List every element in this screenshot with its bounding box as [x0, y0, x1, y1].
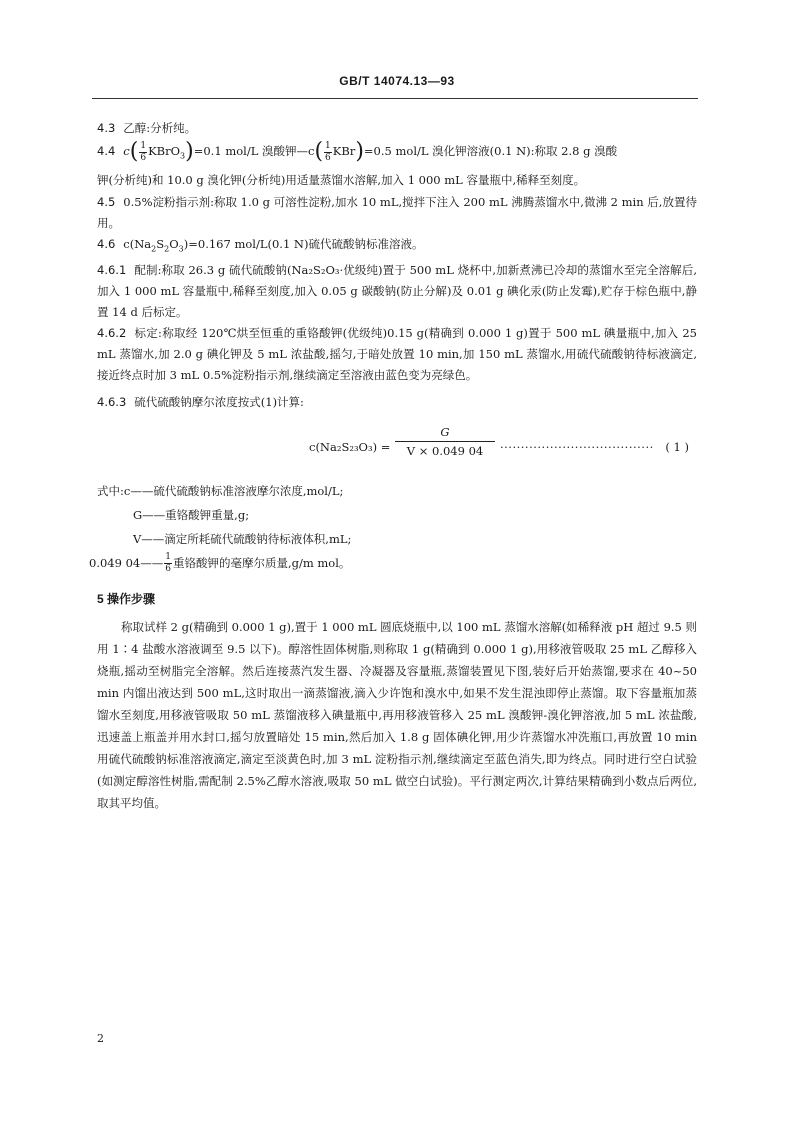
fraction-numerator: 1	[165, 552, 171, 563]
clause-number: 4.6.2	[97, 325, 127, 340]
equation-number: ( 1 )	[665, 439, 689, 454]
definition-constant	[89, 551, 697, 576]
clause-4-5	[97, 192, 697, 234]
formula-lhs: c(Na₂S₂₃O₃) =	[309, 439, 391, 454]
subscript: 3	[178, 244, 184, 254]
formula-o: O	[169, 237, 179, 252]
clause-number: 4.4	[97, 144, 116, 158]
clause-number: 4.3	[97, 121, 116, 135]
clause-text: 标定:称取经 120℃烘至恒重的重铬酸钾(优级纯)0.15 g(精确到 0.000 1 g)置于 500 mL 碘量瓶中,加入 25 mL 蒸馏水,加 2.0 g 碘化钾及 5 mL 浓盐酸,摇匀,于暗处放置 10 min,加 150 mL 蒸馏水,用硫代硫酸钠待标液滴定,接近终点时加 3 mL 0.5%淀粉指示剂,继续滴定至溶液由蓝色变为亮绿色。	[97, 325, 697, 382]
formula-1	[97, 423, 697, 473]
constant-value: 0.049 04——	[89, 555, 164, 570]
clause-4-6	[97, 234, 697, 259]
fraction-denominator: 6	[140, 152, 147, 163]
fraction-denominator: 6	[165, 564, 171, 575]
clause-number: 4.6.1	[97, 262, 127, 277]
definition-c: 式中:c——硫代硫酸钠标准溶液摩尔浓度,mol/L;	[97, 483, 344, 498]
clause-4-3	[97, 118, 697, 139]
clause-text: =0.1 mol/L 溴酸钾—c	[193, 144, 315, 158]
clause-text: )=0.167 mol/L(0.1 N)硫代硫酸钠标准溶液。	[183, 237, 424, 252]
constant-description: 重铬酸钾的毫摩尔质量,g/m mol。	[172, 555, 351, 570]
clause-text: 配制:称取 26.3 g 硫代硫酸钠(Na₂S₂O₃·优级纯)置于 500 mL 烧杯中,加新煮沸已冷却的蒸馏水至完全溶解后,加入 1 000 mL 容量瓶中,稀释至刻度,加入 0.05 g 碳酸钠(防止分解)及 0.01 g 碘化汞(防止发霉),贮存于棕色瓶中,静置 14 d 后标定。	[97, 262, 697, 319]
formula-s: S	[156, 237, 165, 252]
clause-4-6-1	[97, 260, 697, 323]
subscript: 2	[151, 244, 157, 254]
paren-close: )	[185, 139, 194, 164]
fraction-numerator: 1	[140, 140, 147, 151]
fraction	[164, 552, 172, 575]
document-body	[89, 118, 698, 814]
formula-numerator: G	[395, 423, 495, 442]
formula-fraction	[395, 423, 495, 460]
header-rule	[92, 98, 698, 99]
clause-text: 乙醇:分析纯。	[123, 121, 197, 135]
fraction-numerator: 1	[325, 140, 331, 151]
variable-definitions	[89, 479, 697, 576]
doc-header: GB/T 14074.13—93	[339, 74, 455, 88]
fraction-denominator: 6	[325, 152, 331, 163]
section-5-title: 5 操作步骤	[97, 592, 156, 607]
paren-open: (	[314, 139, 324, 164]
clause-text: =0.5 mol/L 溴化钾溶液(0.1 N):称取 2.8 g 溴酸	[363, 144, 618, 158]
definition-g: G——重铬酸钾重量,g;	[133, 507, 250, 522]
formula-denominator: V × 0.049 04	[406, 443, 484, 458]
clause-4-4	[97, 139, 697, 192]
formula-kbro: KBrO	[148, 144, 181, 158]
fraction	[139, 141, 147, 164]
definition-v: V——滴定所耗硫代硫酸钠待标液体积,mL;	[133, 531, 352, 546]
paren-close: )	[355, 139, 364, 164]
clause-4-6-3	[97, 392, 697, 413]
formula-kbr: KBr	[332, 144, 356, 158]
section-5-body: 称取试样 2 g(精确到 0.000 1 g),置于 1 000 mL 圆底烧瓶中,以 100 mL 蒸馏水溶解(如稀释液 pH 超过 9.5 则用 1∶4 盐酸水溶液调至 9.5 以下)。醇溶性固体树脂,则称取 1 g(精确到 0.000 1 g),用移液管吸取 25 mL 乙醇移入烧瓶,摇动至树脂完全溶解。然后连接蒸汽发生器、冷凝器及容量瓶,蒸馏装置见下图,装好后开始蒸馏,要求在 40~50 min 内馏出液达到 500 mL,这时取出一滴蒸馏液,滴入少许饱和溴水中,如果不发生混浊即停止蒸馏。取下容量瓶加蒸馏水至刻度,用移液管吸取 50 mL 蒸馏液移入碘量瓶中,再用移液管移入 25 mL 溴酸钾-溴化钾溶液,加 5 mL 浓盐酸,迅速盖上瓶盖并用水封口,摇匀放置暗处 15 min,然后加入 1.8 g 固体碘化钾,用少许蒸馏水冲洗瓶口,再放置 10 min 用硫代硫酸钠标准溶液滴定,滴定至淡黄色时,加 3 mL 淀粉指示剂,继续滴定至蓝色消失,即为终点。同时进行空白试验(如测定醇溶性树脂,需配制 2.5%乙醇水溶液,吸取 50 mL 做空白试验)。平行测定两次,计算结果精确到小数点后两位,取其平均值。	[97, 620, 698, 811]
clause-text-line2: 钾(分析纯)和 10.0 g 溴化钾(分析纯)用适量蒸馏水溶解,加入 1 000 mL 容量瓶中,稀释至刻度。	[97, 173, 586, 188]
subscript: 3	[180, 151, 186, 161]
clause-text: 0.5%淀粉指示剂:称取 1.0 g 可溶性淀粉,加水 10 mL,搅拌下注入 200 mL 沸腾蒸馏水中,微沸 2 min 后,放置待用。	[97, 195, 697, 231]
fraction	[324, 141, 332, 164]
symbol-c: c	[123, 144, 130, 158]
clause-text: c(Na	[123, 237, 152, 252]
clause-number: 4.6	[97, 237, 116, 252]
clause-number: 4.6.3	[97, 394, 127, 409]
formula-leader-dots: ·····································	[500, 439, 654, 454]
paren-open: (	[129, 139, 139, 164]
clause-4-6-2	[97, 323, 697, 386]
page-number: 2	[97, 1032, 104, 1045]
clause-text: 硫代硫酸钠摩尔浓度按式(1)计算:	[134, 394, 304, 409]
clause-number: 4.5	[97, 195, 116, 210]
subscript: 2	[164, 244, 170, 254]
